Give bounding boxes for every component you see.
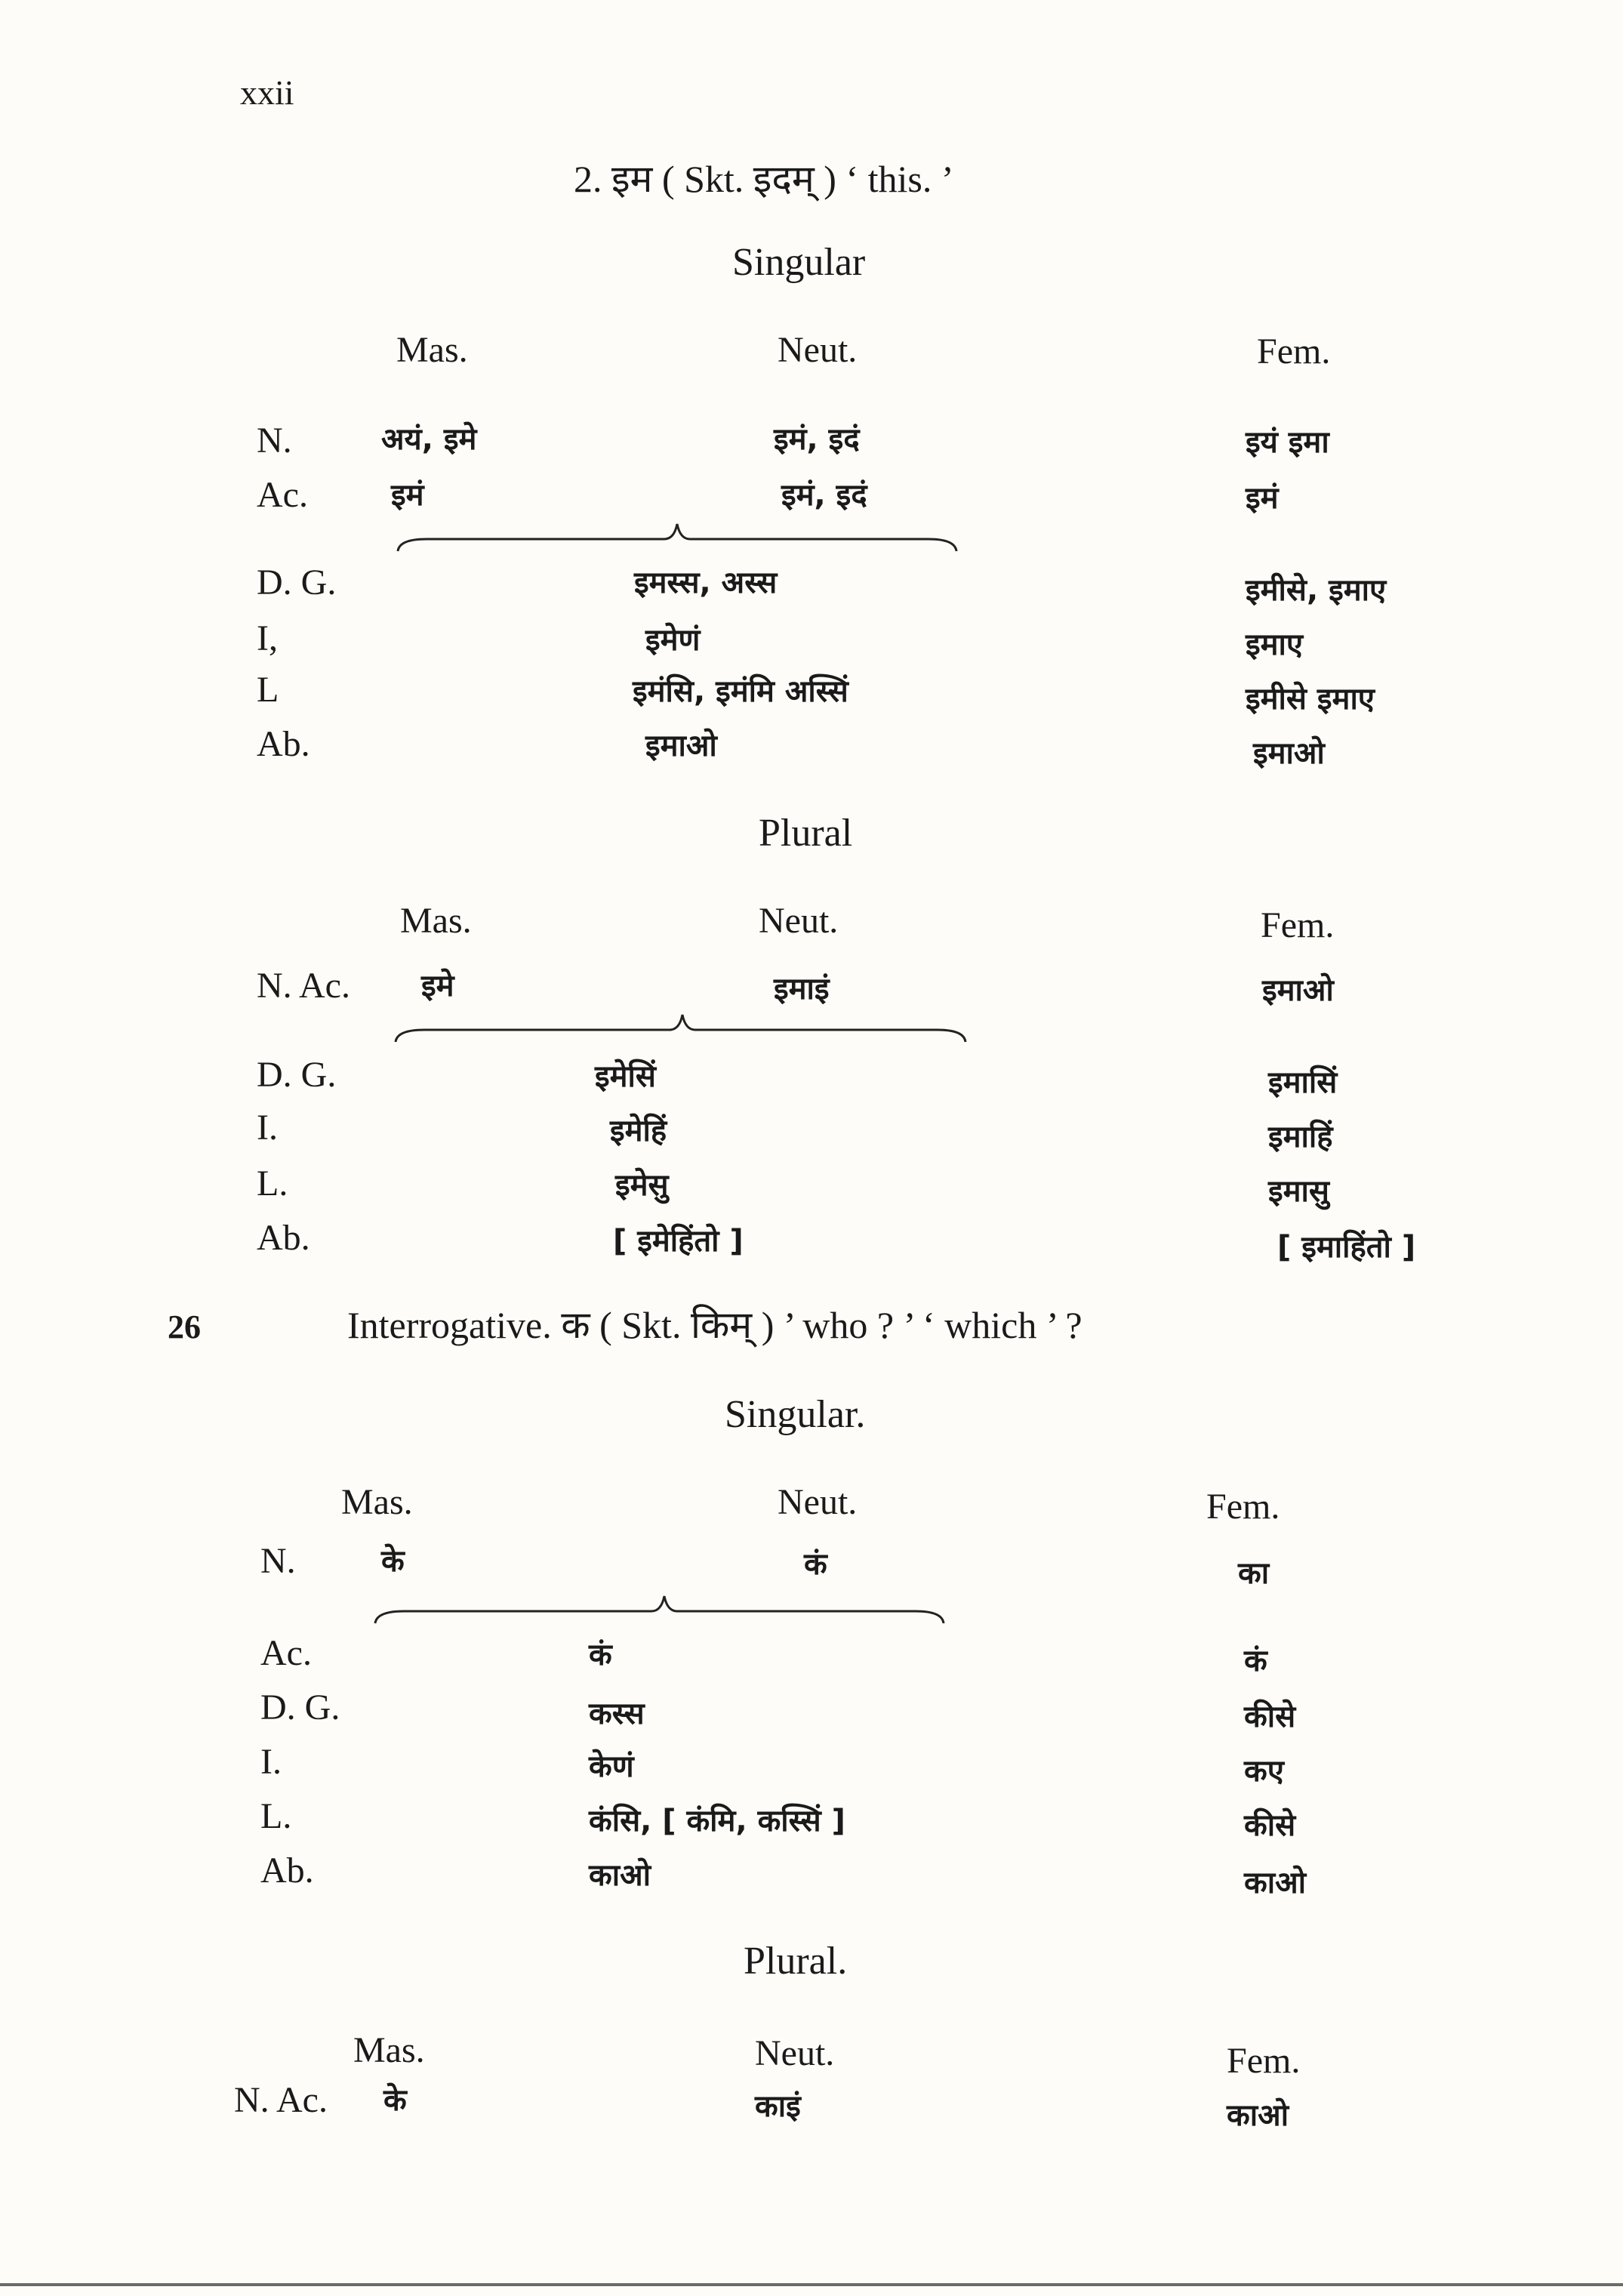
case-label: Ab. <box>257 1218 310 1258</box>
form-fem: इमाहिं <box>1268 1120 1333 1154</box>
col-header-neut: Neut. <box>755 2033 835 2073</box>
case-label: Ac. <box>260 1633 312 1673</box>
form-fem: इमासु <box>1268 1174 1329 1209</box>
singular-heading: Singular <box>732 241 866 284</box>
form-neut: इमाइं <box>774 972 830 1006</box>
col-header-fem: Fem. <box>1261 905 1335 945</box>
form-neut: इमं, इदं <box>774 422 860 457</box>
form-shared: इमेसिं <box>595 1059 656 1094</box>
curly-brace <box>394 1012 968 1046</box>
form-mas: के <box>383 2083 407 2118</box>
case-label: Ac. <box>257 475 308 515</box>
col-header-mas: Mas. <box>353 2030 425 2070</box>
case-label: I. <box>257 1108 278 1148</box>
form-shared: इमस्स, अस्स <box>634 566 778 600</box>
col-header-fem: Fem. <box>1227 2041 1301 2081</box>
form-fem: इमाए <box>1246 627 1304 662</box>
form-mas: इमं <box>391 478 424 513</box>
case-label: L <box>257 670 279 710</box>
case-label: N. <box>260 1541 296 1581</box>
case-label: I. <box>260 1742 282 1782</box>
form-neut: कं <box>804 1547 827 1582</box>
curly-brace <box>374 1593 947 1627</box>
form-fem: इमीसे, इमाए <box>1246 573 1387 608</box>
form-shared: इमाओ <box>645 729 717 763</box>
singular-heading: Singular. <box>725 1393 866 1436</box>
form-fem: इमाओ <box>1262 973 1334 1008</box>
case-label: Ab. <box>257 724 310 764</box>
form-fem: इयं इमा <box>1246 425 1329 460</box>
plural-heading: Plural. <box>744 1940 848 1983</box>
section-number: 26 <box>168 1308 201 1345</box>
case-label: L. <box>257 1163 288 1203</box>
plural-heading: Plural <box>759 812 853 855</box>
form-fem: इमीसे इमाए <box>1246 682 1375 717</box>
form-fem: कं <box>1244 1644 1267 1678</box>
col-header-neut: Neut. <box>778 1482 858 1522</box>
case-label: Ab. <box>260 1851 314 1891</box>
form-mas: अयं, इमे <box>381 422 477 457</box>
case-label: D. G. <box>257 562 337 603</box>
form-shared: काओ <box>589 1858 651 1893</box>
case-label: D. G. <box>257 1055 337 1095</box>
form-mas: इमे <box>421 969 454 1003</box>
case-label: N. Ac. <box>234 2080 328 2120</box>
form-mas: के <box>381 1544 405 1579</box>
form-shared: इमेणं <box>645 623 701 658</box>
form-fem: कीसे <box>1244 1808 1296 1843</box>
form-fem: काओ <box>1227 2098 1289 2133</box>
form-fem: इमाओ <box>1253 736 1325 771</box>
case-label: N. <box>257 421 292 461</box>
form-fem: का <box>1238 1556 1270 1591</box>
form-fem: काओ <box>1244 1866 1306 1900</box>
col-header-mas: Mas. <box>341 1482 413 1522</box>
form-fem: इमं <box>1246 481 1279 516</box>
case-label: I, <box>257 618 278 658</box>
case-label: D. G. <box>260 1687 340 1727</box>
section-title-interrogative: Interrogative. क ( Skt. किम् ) ’ who ? ’ ‘ which ’ ? <box>347 1304 1083 1346</box>
bottom-rule <box>0 2283 1623 2286</box>
curly-brace <box>396 521 959 555</box>
col-header-fem: Fem. <box>1206 1487 1280 1527</box>
form-fem: [ इमाहिंतो ] <box>1277 1230 1416 1265</box>
form-shared: कस्स <box>589 1697 645 1731</box>
col-header-mas: Mas. <box>400 901 472 941</box>
col-header-mas: Mas. <box>396 330 468 370</box>
col-header-neut: Neut. <box>759 901 839 941</box>
form-fem: इमासिं <box>1268 1065 1338 1100</box>
form-neut: इमं, इदं <box>781 478 867 513</box>
form-shared: केणं <box>589 1749 634 1784</box>
form-shared: कंसि, [ कंमि, कस्सिं ] <box>589 1804 845 1838</box>
form-shared: [ इमेहिंतो ] <box>613 1224 744 1259</box>
case-label: N. Ac. <box>257 966 350 1006</box>
form-fem: कीसे <box>1244 1700 1296 1734</box>
form-shared: कं <box>589 1638 612 1672</box>
section-title-idam: 2. इम ( Skt. इदम् ) ‘ this. ’ <box>574 158 954 200</box>
form-neut: काइं <box>755 2089 801 2124</box>
form-shared: इमेहिं <box>610 1114 667 1148</box>
form-shared: इमेसु <box>615 1168 669 1203</box>
form-fem: कए <box>1244 1754 1284 1789</box>
col-header-fem: Fem. <box>1257 331 1331 371</box>
form-shared: इमंसि, इमंमि अस्सिं <box>633 674 848 709</box>
page-number: xxii <box>240 73 294 112</box>
col-header-neut: Neut. <box>778 330 858 370</box>
case-label: L. <box>260 1796 292 1836</box>
